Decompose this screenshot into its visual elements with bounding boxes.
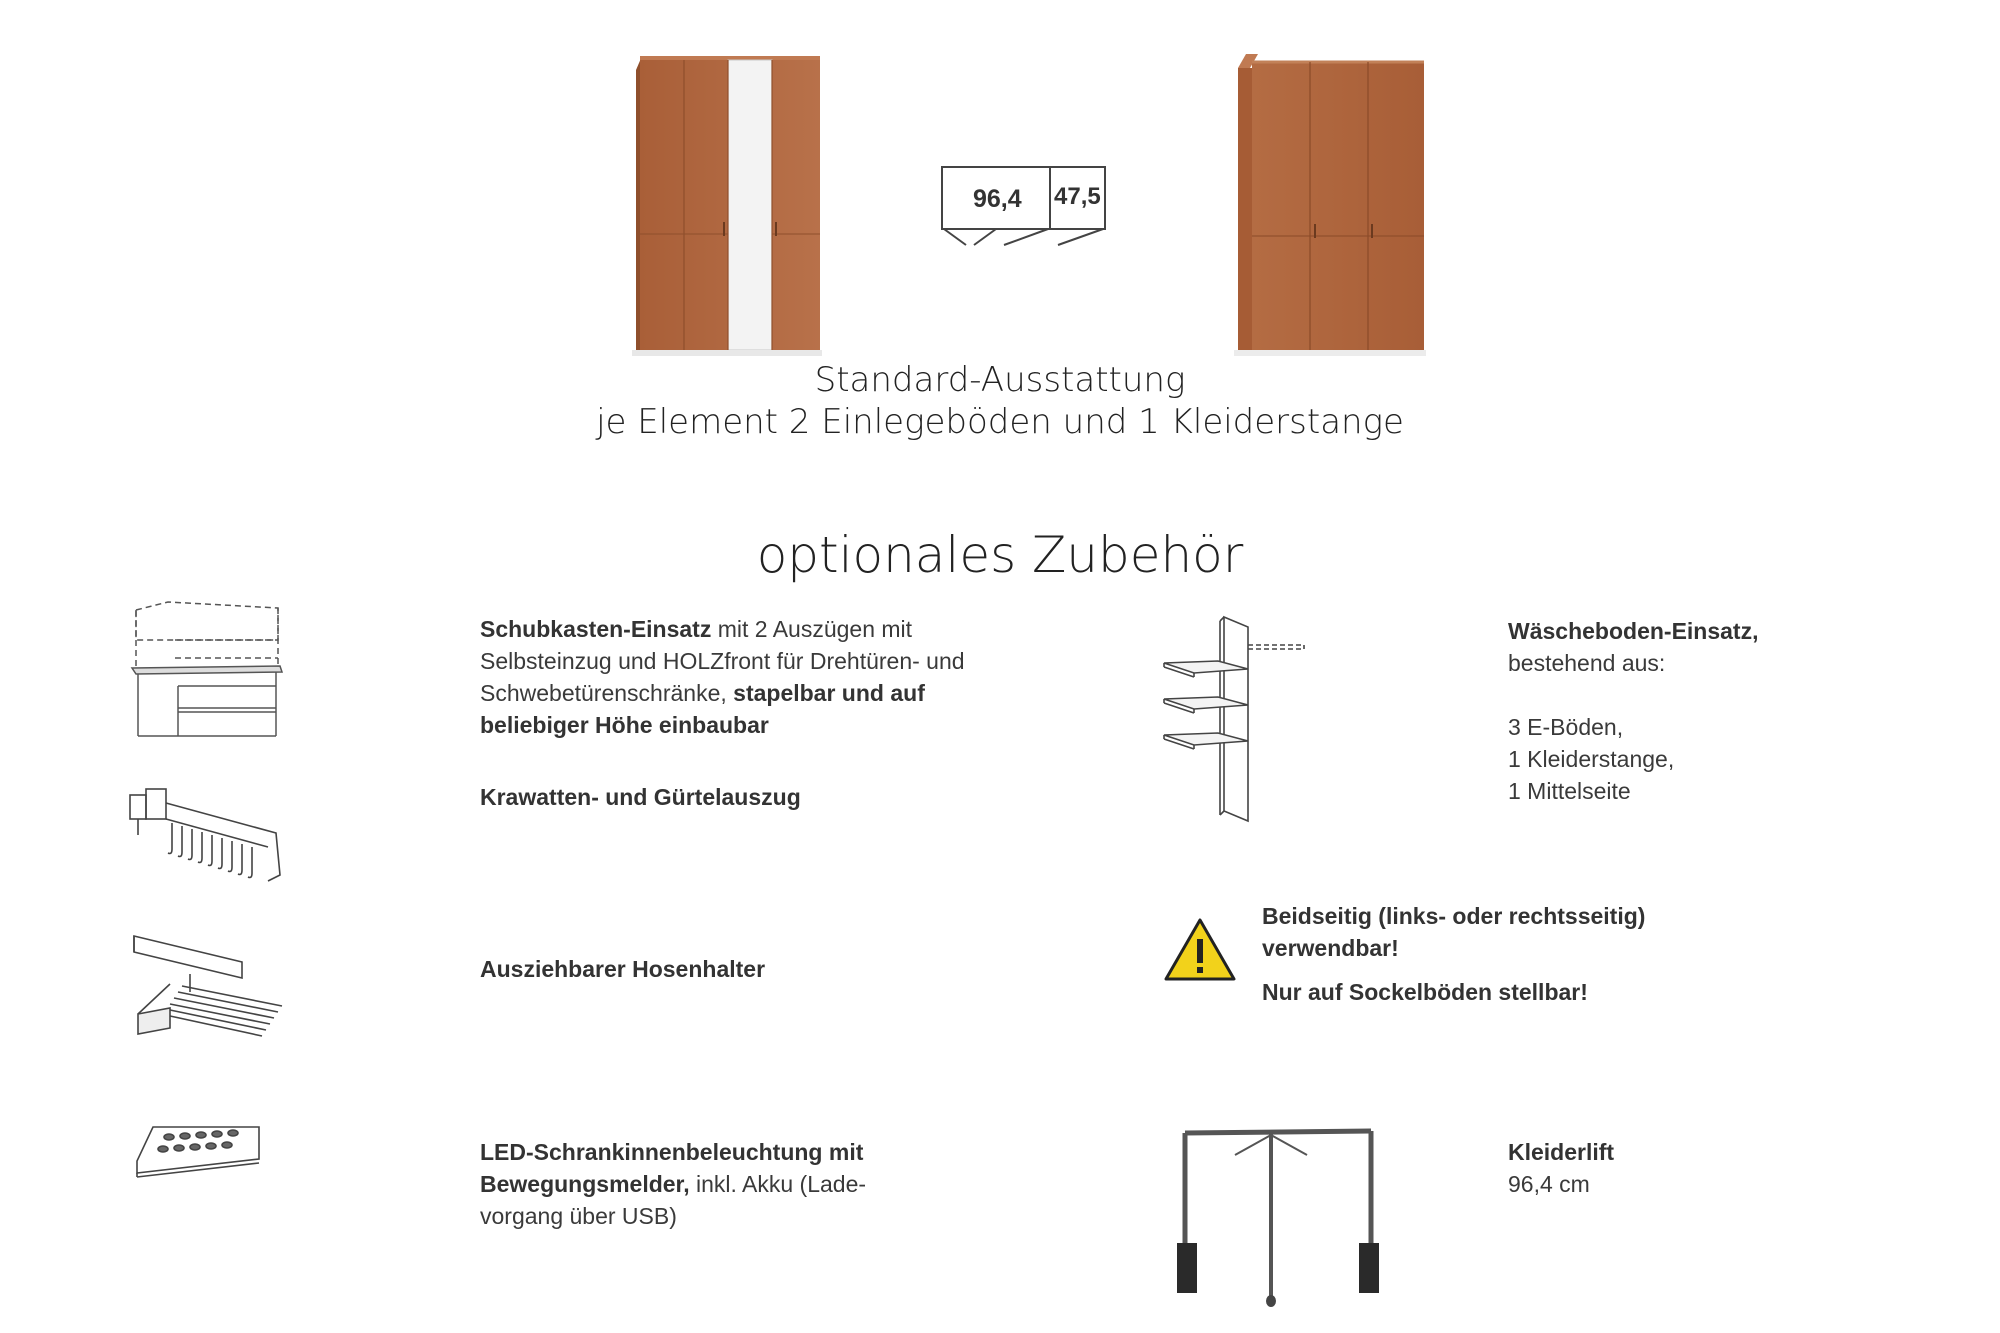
laundry-item-shelves: 3 E-Böden, — [1508, 714, 1624, 740]
drawer-insert-text: mit 2 Auszügen mit Selbsteinzug und HOLZfront für Drehtüren- und Schwebetürenschränke, — [480, 616, 965, 706]
warning-line-plinth-only: Nur auf Sockelböden stellbar! — [1262, 979, 1588, 1005]
clothes-lift-width: 96,4 cm — [1508, 1171, 1590, 1197]
laundry-shelf-insert-image — [1160, 615, 1310, 825]
drawer-insert-highlight: stapelbar und auf beliebiger Höhe einbaubar — [480, 680, 925, 738]
wardrobe-mirror-image — [630, 52, 830, 357]
laundry-shelf-insert-title: Wäscheboden-Einsatz, — [1508, 618, 1759, 644]
trouser-holder-label: Ausziehbarer Hosenhalter — [480, 956, 766, 982]
tie-belt-pullout-image — [128, 785, 288, 900]
standard-equipment-subtitle: je Element 2 Einlegeböden und 1 Kleiderstange — [596, 402, 1404, 442]
led-lighting-image — [133, 1125, 263, 1180]
clothes-lift-image — [1175, 1125, 1380, 1310]
plan-drawing — [940, 165, 1115, 250]
clothes-lift-title: Kleiderlift — [1508, 1139, 1615, 1165]
led-lighting-description — [480, 1136, 940, 1232]
wardrobe-wood-image — [1228, 52, 1433, 357]
trouser-holder-image — [130, 932, 295, 1047]
section-title: optionales Zubehör — [756, 526, 1244, 584]
warning-text — [1262, 900, 1702, 1008]
laundry-shelf-insert-description — [1508, 615, 1908, 807]
laundry-item-rail: 1 Kleiderstange, — [1508, 746, 1675, 772]
drawer-insert-title: Schubkasten-Einsatz — [480, 616, 712, 642]
tie-belt-pullout-label: Krawatten- und Gürtelauszug — [480, 784, 801, 810]
laundry-shelf-insert-consists: bestehend aus: — [1508, 650, 1666, 676]
laundry-item-middle-side: 1 Mittelseite — [1508, 778, 1631, 804]
warning-line-usable-both-sides: Beidseitig (links- oder rechtsseitig) verwendbar! — [1262, 903, 1646, 961]
standard-equipment-title: Standard-Ausstattung — [814, 360, 1186, 400]
dimension-width-label: 96,4 — [973, 185, 1022, 213]
drawer-insert-image — [130, 600, 285, 740]
dimension-depth-label: 47,5 — [1054, 183, 1101, 210]
clothes-lift-description — [1508, 1136, 1614, 1200]
led-lighting-text: inkl. Akku (Lade-vorgang über USB) — [480, 1171, 867, 1229]
drawer-insert-description — [480, 613, 1000, 741]
warning-icon — [1163, 917, 1237, 983]
led-lighting-title: LED-Schrankinnenbeleuchtung mit Bewegungsmelder, — [480, 1139, 864, 1197]
